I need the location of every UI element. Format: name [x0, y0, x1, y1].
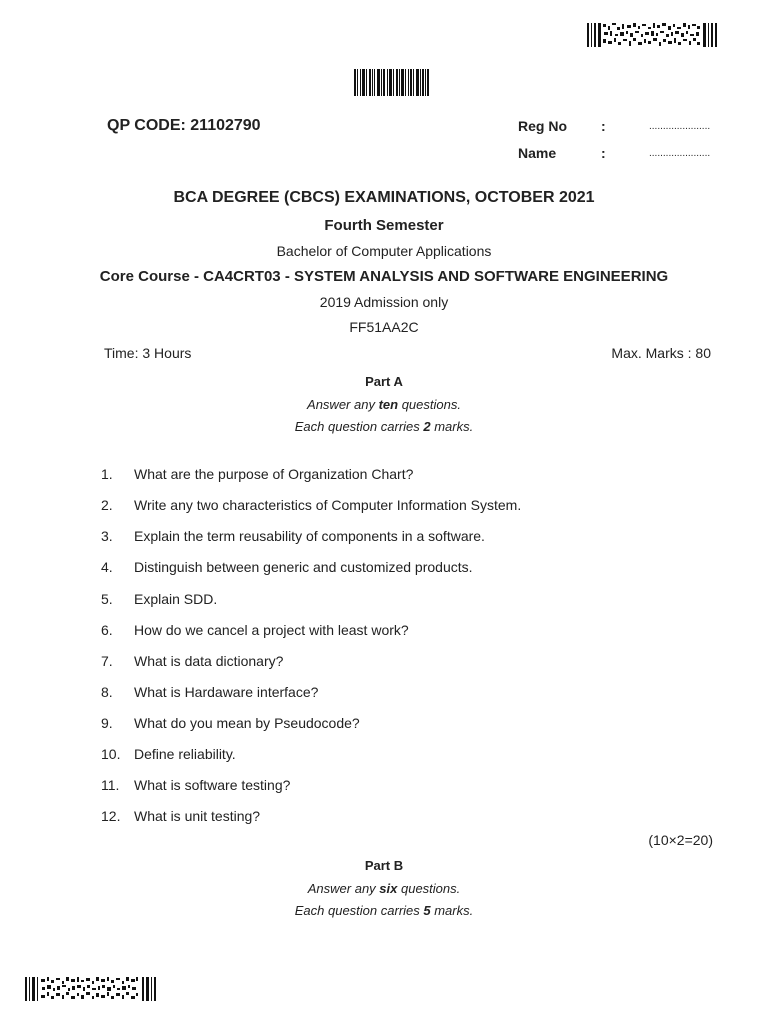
- part-a-marks-total: (10×2=20): [648, 832, 713, 848]
- name-blank: ......................: [649, 148, 711, 159]
- question-text: Distinguish between generic and customized products.: [134, 559, 473, 575]
- question-text: What is unit testing?: [134, 808, 261, 824]
- question-number: 2.: [101, 497, 113, 513]
- question-number: 3.: [101, 528, 113, 544]
- question-number: 7.: [101, 653, 113, 669]
- question-text: Explain the term reusability of components in a software.: [134, 528, 485, 544]
- reg-no-colon: :: [601, 118, 606, 134]
- program-name: Bachelor of Computer Applications: [276, 243, 492, 259]
- max-marks: Max. Marks : 80: [611, 345, 711, 361]
- question-text: What are the purpose of Organization Chart?: [134, 466, 414, 482]
- question-text: What do you mean by Pseudocode?: [134, 715, 360, 731]
- part-a-title: Part A: [365, 374, 403, 389]
- center-barcode-image: [354, 69, 429, 96]
- question-number: 1.: [101, 466, 113, 482]
- question-number: 4.: [101, 559, 113, 575]
- question-number: 6.: [101, 622, 113, 638]
- top-barcode-image: [587, 23, 718, 47]
- question-number: 10.: [101, 746, 121, 762]
- time-allowed: Time: 3 Hours: [104, 345, 192, 361]
- paper-code: FF51AA2C: [349, 319, 419, 335]
- question-text: What is data dictionary?: [134, 653, 284, 669]
- question-text: What is Hardaware interface?: [134, 684, 319, 700]
- part-b-instruction-1: Answer any six questions.: [307, 881, 461, 896]
- question-number: 5.: [101, 591, 113, 607]
- question-text: Define reliability.: [134, 746, 236, 762]
- name-colon: :: [601, 145, 606, 161]
- part-a-instruction-1: Answer any ten questions.: [307, 397, 461, 412]
- name-label: Name: [518, 145, 557, 161]
- question-number: 12.: [101, 808, 121, 824]
- question-text: Explain SDD.: [134, 591, 218, 607]
- question-number: 8.: [101, 684, 113, 700]
- exam-title: BCA DEGREE (CBCS) EXAMINATIONS, OCTOBER 2021: [173, 189, 595, 206]
- bottom-barcode-image: [25, 977, 156, 1001]
- qp-code: QP CODE: 21102790: [107, 117, 261, 134]
- course-title: Core Course - CA4CRT03 - SYSTEM ANALYSIS AND SOFTWARE ENGINEERING: [99, 268, 669, 285]
- question-number: 11.: [101, 777, 120, 793]
- admission-note: 2019 Admission only: [319, 294, 449, 310]
- reg-no-label: Reg No: [518, 118, 567, 134]
- part-b-title: Part B: [364, 858, 404, 873]
- question-text: Write any two characteristics of Computer Information System.: [134, 497, 522, 513]
- semester: Fourth Semester: [324, 217, 444, 234]
- question-text: How do we cancel a project with least work?: [134, 622, 409, 638]
- question-text: What is software testing?: [134, 777, 291, 793]
- question-number: 9.: [101, 715, 113, 731]
- part-b-instruction-2: Each question carries 5 marks.: [294, 903, 474, 918]
- part-a-instruction-2: Each question carries 2 marks.: [294, 419, 474, 434]
- reg-no-blank: ......................: [649, 121, 711, 132]
